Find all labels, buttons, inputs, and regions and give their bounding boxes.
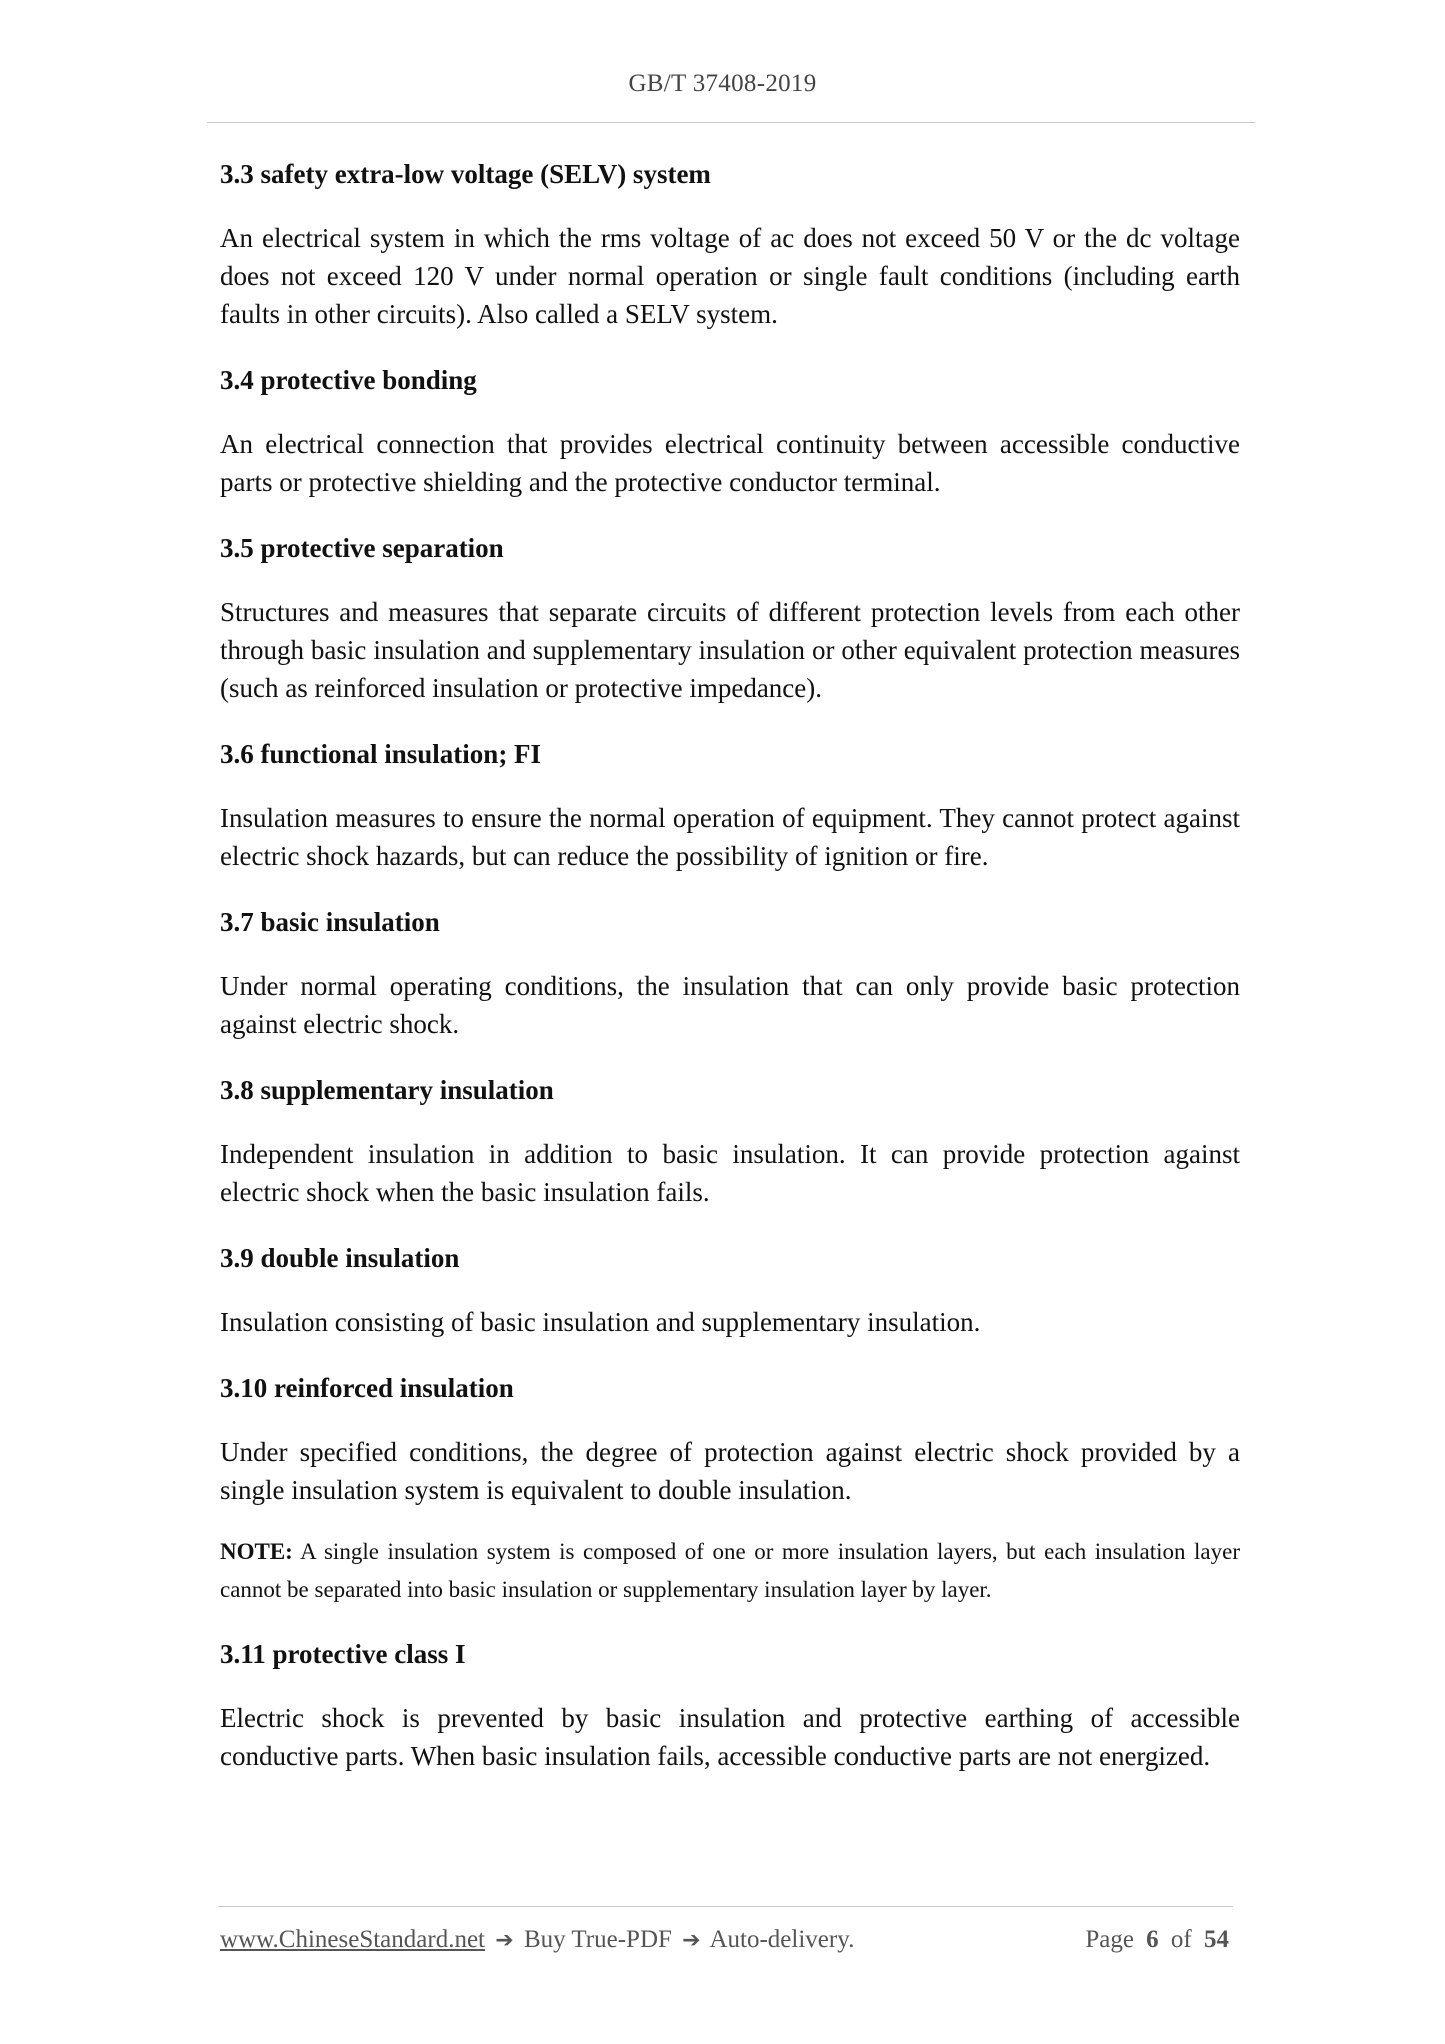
term-heading-3-7: 3.7 basic insulation [220,907,440,937]
term-definition-3-7: Under normal operating conditions, the insulation that can only provide basic protection against electric shock. [220,971,1240,1039]
page-indicator [1085,1926,1235,1954]
term-definition-3-8: Independent insulation in addition to basic insulation. It can provide protection against electric shock when the basic insulation fails. [220,1139,1240,1207]
term-definition-3-9: Insulation consisting of basic insulation and supplementary insulation. [220,1307,981,1337]
header-divider [207,122,1255,123]
term-definition-3-4: An electrical connection that provides electrical continuity between accessible conductive parts or protective shielding and the protective conductor terminal. [220,429,1240,497]
buy-true-pdf-text: Buy True-PDF [523,1926,672,1953]
page-number: 6 [1146,1926,1159,1953]
total-pages: 54 [1204,1926,1229,1953]
term-definition-3-5: Structures and measures that separate circuits of different protection levels from each other through basic insulation and supplementary insulation or other equivalent protection measures (such as reinforced insulation or protective impedance). [220,597,1240,703]
term-definition-3-6: Insulation measures to ensure the normal operation of equipment. They cannot protect against electric shock hazards, but can reduce the possibility of ignition or fire. [220,803,1240,871]
term-definition-3-10: Under specified conditions, the degree of protection against electric shock provided by a single insulation system is equivalent to double insulation. [220,1437,1240,1505]
footer-promo [220,1926,854,1954]
document-header: GB/T 37408-2019 [628,70,817,97]
term-heading-3-11: 3.11 protective class I [220,1639,466,1669]
term-heading-3-3: 3.3 safety extra-low voltage (SELV) system [220,159,711,189]
term-definition-3-11: Electric shock is prevented by basic insulation and protective earthing of accessible conductive parts. When basic insulation fails, accessible conductive parts are not energized. [220,1703,1240,1771]
note-3-10 [220,1533,1240,1609]
footer-divider [218,1906,1233,1907]
term-heading-3-10: 3.10 reinforced insulation [220,1373,514,1403]
arrow-right-icon: ➔ [495,1928,514,1953]
auto-delivery-text: Auto-delivery. [709,1926,855,1953]
site-link[interactable]: www.ChineseStandard.net [220,1926,485,1953]
of-label: of [1170,1926,1192,1953]
term-definition-3-3: An electrical system in which the rms voltage of ac does not exceed 50 V or the dc voltage does not exceed 120 V under normal operation or single fault conditions (including earth faults in other circuits). Also called a SELV system. [220,223,1240,329]
page-label: Page [1085,1926,1134,1953]
term-heading-3-6: 3.6 functional insulation; FI [220,739,542,769]
term-heading-3-5: 3.5 protective separation [220,533,504,563]
term-heading-3-8: 3.8 supplementary insulation [220,1075,554,1105]
arrow-right-icon: ➔ [682,1928,701,1953]
term-heading-3-4: 3.4 protective bonding [220,365,477,395]
document-body [220,155,1240,1803]
term-heading-3-9: 3.9 double insulation [220,1243,460,1273]
note-label: NOTE: [220,1539,293,1564]
note-text: A single insulation system is composed of one or more insulation layers, but each insulation layer cannot be separated into basic insulation or supplementary insulation layer by layer. [220,1539,1240,1602]
